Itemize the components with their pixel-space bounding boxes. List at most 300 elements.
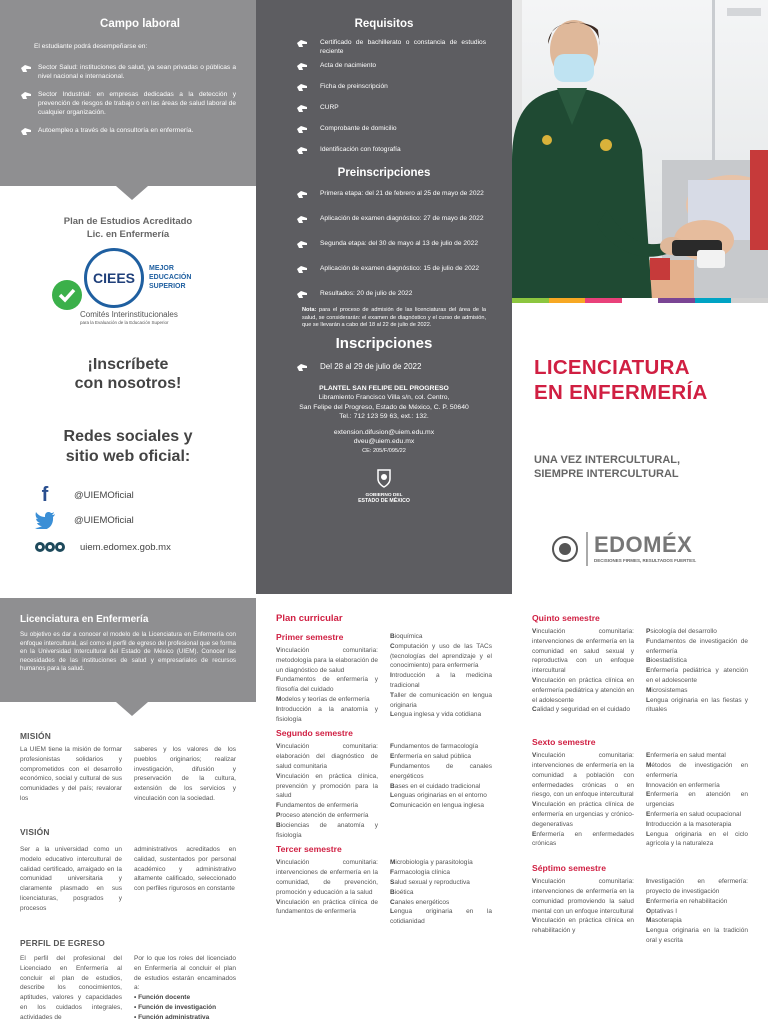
course-initial: P bbox=[646, 628, 651, 635]
course-initial: M bbox=[646, 761, 652, 769]
campo-item: Sector Salud: instituciones de salud, ya sean privadas o públicas a nivel nacional e internacional. bbox=[38, 64, 236, 80]
state-seal-icon bbox=[550, 534, 580, 564]
redes-list bbox=[34, 484, 244, 560]
semester-title: Tercer semestre bbox=[276, 844, 342, 855]
twitter-handle[interactable]: @UIEMOficial bbox=[74, 514, 134, 526]
list-item bbox=[296, 264, 486, 276]
vision-text: Ser a la universidad como un modelo educativo intercultural de calidad certificado, arraigado en la comunidad universitaria y claramente plasmado en sus licenciaturas, posgrados y procesos bbox=[20, 846, 122, 912]
course-item bbox=[646, 907, 748, 917]
pointing-hand-icon bbox=[20, 126, 34, 138]
ciees-text: CIEES bbox=[92, 270, 135, 286]
course-name: undamentos de enfermería y filosofía del cuidado bbox=[276, 676, 378, 694]
semester-column bbox=[276, 742, 378, 840]
course-initial: V bbox=[276, 743, 281, 751]
course-item bbox=[390, 642, 492, 671]
lic-text: Su objetivo es dar a conocer el modelo de la Licenciatura en Enfermería con enfoque intercultural, así como el perfil de egreso del profesional que se forma en la Universidad Intercultural del Estado de México (UIEM). Conocer las necesidades de las instituciones de salud y empresariales de recursos humanos para la salud. bbox=[20, 631, 236, 673]
requisito-item: Identificación con fotografía bbox=[320, 146, 401, 153]
course-initial: V bbox=[276, 898, 281, 906]
course-name: inculación comunitaria: intervenciones de enfermería en la comunidad promoviendo la salud mental con un enfoque intercultural bbox=[532, 878, 634, 915]
check-badge-icon bbox=[52, 280, 82, 310]
semester-column bbox=[276, 858, 378, 927]
course-initial: F bbox=[390, 762, 394, 770]
inscribete-line1: ¡Inscríbete bbox=[87, 356, 169, 373]
course-initial: M bbox=[276, 695, 282, 703]
pointing-hand-icon bbox=[296, 38, 310, 50]
lic-title: Licenciatura en Enfermería bbox=[20, 614, 149, 625]
course-item bbox=[390, 888, 492, 898]
course-item bbox=[646, 761, 748, 781]
course-item bbox=[390, 858, 492, 868]
color-stripe bbox=[512, 298, 768, 303]
course-name: nfermería en salud mental bbox=[650, 752, 726, 760]
course-initial: I bbox=[390, 672, 392, 680]
cover-title-line2: EN ENFERMERÍA bbox=[534, 381, 708, 404]
panel-notch bbox=[116, 186, 148, 200]
course-name: undamentos de canales energéticos bbox=[390, 762, 492, 780]
course-initial: E bbox=[646, 897, 651, 905]
course-item bbox=[390, 691, 492, 711]
list-item bbox=[296, 38, 486, 56]
course-initial: E bbox=[646, 752, 651, 760]
inscripciones-fecha: Del 28 al 29 de julio de 2022 bbox=[320, 361, 422, 371]
course-name: engua inglesa y vida cotidiana bbox=[393, 711, 482, 719]
course-name: étodos de investigación en enfermería bbox=[646, 761, 748, 779]
course-name: nnovación en enfermería bbox=[647, 781, 720, 789]
perfil-section bbox=[20, 938, 236, 1023]
course-name: omputación y uso de las TACs (tecnologías del aprendizaje y el conocimiento) para enfermería bbox=[390, 642, 492, 670]
course-item bbox=[646, 696, 748, 716]
course-item bbox=[276, 858, 378, 897]
course-item bbox=[646, 897, 748, 907]
course-name: asoterapia bbox=[651, 917, 682, 925]
perfil-bullet: • Función administrativa bbox=[134, 1013, 210, 1021]
course-initial: V bbox=[532, 917, 537, 925]
plan-curricular-continued bbox=[532, 613, 748, 1024]
ce-code: CE: 205/F/095/22 bbox=[362, 447, 406, 454]
facebook-handle[interactable]: @UIEMOficial bbox=[74, 489, 134, 501]
course-initial: V bbox=[276, 647, 281, 654]
list-item bbox=[296, 124, 486, 136]
plantel-phone: Tel.: 712 123 59 63, ext.: 132. bbox=[339, 413, 429, 421]
semester-column bbox=[532, 751, 634, 849]
course-item bbox=[390, 801, 492, 811]
cover-slogan bbox=[534, 453, 680, 481]
course-name: inculación comunitaria: intervenciones de enfermería en la comunidad a población con enfermedades crónicas o en riesgo, con un enfoque intercultural bbox=[532, 752, 634, 799]
course-item bbox=[390, 762, 492, 782]
course-item bbox=[276, 646, 378, 675]
campo-laboral-intro: El estudiante podrá desempeñarse en: bbox=[34, 43, 148, 50]
plantel-address-line2: San Felipe del Progreso, Estado de México, C. P. 50640 bbox=[299, 403, 469, 411]
website-row[interactable] bbox=[34, 534, 244, 560]
pointing-hand-icon bbox=[20, 90, 34, 102]
perfil-bullet: • Función de investigación bbox=[134, 1003, 217, 1011]
course-name: odelos y teorías de enfermería bbox=[281, 695, 370, 703]
inscripciones-title: Inscripciones bbox=[335, 334, 433, 352]
list-item bbox=[296, 82, 486, 94]
slogan-line2: SIEMPRE INTERCULTURAL bbox=[534, 468, 679, 480]
course-name: engua originaria en el ciclo agrícola y la naturaleza bbox=[646, 830, 748, 848]
semester-column bbox=[532, 877, 634, 946]
campo-item: Autoempleo a través de la consultoría en enfermería. bbox=[38, 127, 194, 134]
vision-section bbox=[20, 827, 236, 914]
course-name: sicología del desarrollo bbox=[650, 628, 717, 635]
course-initial: L bbox=[646, 830, 650, 838]
preinscripciones-list bbox=[282, 189, 486, 301]
slogan-line1: UNA VEZ INTERCULTURAL, bbox=[534, 454, 681, 466]
course-name: inculación comunitaria: intervenciones de enfermería en la comunidad, de prevención, promoción y educación a la salud bbox=[276, 859, 378, 896]
course-initial: E bbox=[390, 753, 395, 761]
course-initial: B bbox=[646, 657, 651, 665]
course-initial: B bbox=[390, 888, 395, 896]
course-initial: C bbox=[390, 802, 395, 810]
course-item bbox=[646, 637, 748, 657]
pointing-hand-icon bbox=[296, 289, 310, 301]
lic-panel bbox=[0, 598, 256, 702]
course-item bbox=[276, 772, 378, 801]
course-name: nfermería en atención en urgencias bbox=[646, 791, 748, 809]
course-name: ntroducción a la medicina tradicional bbox=[390, 672, 492, 689]
requisito-item: CURP bbox=[320, 104, 339, 111]
course-item bbox=[646, 666, 748, 686]
vision-title: VISIÓN bbox=[20, 827, 50, 837]
course-name: undamentos de investigación de enfermería bbox=[646, 637, 748, 655]
requisitos-list bbox=[282, 38, 486, 157]
course-initial: P bbox=[276, 811, 281, 819]
course-item bbox=[646, 781, 748, 791]
course-item bbox=[532, 676, 634, 705]
course-initial: C bbox=[390, 898, 395, 906]
course-item bbox=[646, 627, 748, 637]
course-item bbox=[532, 800, 634, 829]
course-initial: V bbox=[276, 772, 281, 780]
course-item bbox=[276, 898, 378, 918]
course-initial: V bbox=[532, 752, 537, 760]
course-item bbox=[276, 742, 378, 771]
mision-title: MISIÓN bbox=[20, 731, 51, 741]
perfil-text: El perfil del profesional del Licenciado en Enfermería al concluir el plan de estudios, describe los conocimientos, aptitudes, valores y capacidades en los cuidados integrales, actividades de bbox=[20, 955, 122, 1021]
course-name: inculación en práctica clínica de fundamentos de enfermería bbox=[276, 898, 378, 916]
campo-laboral-title: Campo laboral bbox=[100, 18, 180, 30]
pointing-hand-icon bbox=[296, 362, 310, 374]
course-name: ptativas I bbox=[651, 907, 678, 915]
superior-text: SUPERIOR bbox=[149, 283, 186, 290]
course-name: inculación en práctica clínica en rehabilitación y bbox=[532, 917, 634, 935]
course-item bbox=[532, 627, 634, 676]
preinscripciones-title: Preinscripciones bbox=[337, 167, 431, 179]
list-item bbox=[296, 61, 486, 73]
course-item bbox=[276, 801, 378, 811]
semester-title: Segundo semestre bbox=[276, 728, 353, 739]
email-link[interactable]: extension.difusion@uiem.edu.mx bbox=[333, 428, 435, 436]
course-name: ntroducción a la anatomía y fisiología bbox=[276, 705, 378, 723]
redes-title-line2: sitio web oficial: bbox=[65, 448, 191, 465]
course-name: ioquímica bbox=[394, 633, 423, 640]
course-name: undamentos de farmacología bbox=[393, 743, 479, 751]
course-item bbox=[646, 686, 748, 696]
mejor-text: MEJOR bbox=[149, 265, 174, 272]
course-initial: E bbox=[646, 667, 651, 675]
list-item bbox=[296, 214, 486, 226]
inscripciones-fecha-row bbox=[282, 362, 486, 374]
nota bbox=[282, 307, 486, 330]
requisito-item: Ficha de preinscripción bbox=[320, 83, 388, 90]
course-item bbox=[532, 830, 634, 850]
list-item bbox=[296, 145, 486, 157]
course-initial: B bbox=[276, 821, 281, 829]
course-initial: I bbox=[646, 820, 648, 828]
course-name: iociencias de anatomía y fisiología bbox=[276, 821, 378, 839]
semester-title: Séptimo semestre bbox=[532, 863, 607, 874]
course-item bbox=[390, 752, 492, 762]
course-item bbox=[390, 868, 492, 878]
preinscripcion-item: Segunda etapa: del 30 de mayo al 13 de julio de 2022 bbox=[320, 240, 479, 247]
cover-title bbox=[534, 355, 708, 405]
course-item bbox=[646, 820, 748, 830]
list-item bbox=[296, 103, 486, 115]
course-name: inculación en práctica clínica de enfermería en urgencias y crónico-degenerativas bbox=[532, 801, 634, 828]
edomex-wordmark: EDOMÉX bbox=[594, 532, 693, 557]
twitter-row[interactable] bbox=[34, 506, 244, 534]
semester-column bbox=[390, 742, 492, 840]
email-link[interactable]: dveu@uiem.edu.mx bbox=[353, 438, 415, 446]
pointing-hand-icon bbox=[296, 103, 310, 115]
course-initial: C bbox=[532, 706, 537, 714]
course-name: nfermería en enfermedades crónicas bbox=[532, 830, 634, 848]
course-item bbox=[646, 810, 748, 820]
list-item bbox=[20, 90, 236, 117]
nota-label: Nota: bbox=[302, 307, 317, 313]
course-item bbox=[390, 791, 492, 801]
plan-curricular bbox=[276, 613, 492, 1024]
course-initial: M bbox=[390, 859, 396, 867]
course-item bbox=[646, 830, 748, 850]
course-item bbox=[276, 811, 378, 821]
course-initial: F bbox=[276, 802, 280, 810]
course-item bbox=[276, 695, 378, 705]
course-initial: T bbox=[390, 691, 394, 699]
plan-acreditado-line1: Plan de Estudios Acreditado bbox=[63, 216, 193, 227]
course-item bbox=[532, 705, 634, 715]
website-link[interactable]: uiem.edomex.gob.mx bbox=[80, 541, 171, 553]
preinscripcion-item: Primera etapa: del 21 de febrero al 25 de mayo de 2022 bbox=[320, 190, 484, 197]
course-name: anales energéticos bbox=[394, 898, 450, 906]
comites-subtext: para la Evaluación de la Educación Superior bbox=[80, 320, 169, 325]
course-name: inculación comunitaria: intervenciones de enfermería en la comunidad en salud sexual y reproductiva con un enfoque intercultural bbox=[532, 628, 634, 675]
course-item bbox=[390, 907, 492, 927]
perfil-title: PERFIL DE EGRESO bbox=[20, 938, 105, 948]
cover-title-line1: LICENCIATURA bbox=[534, 356, 690, 379]
semester-column bbox=[646, 877, 748, 946]
course-name: ioestadística bbox=[650, 657, 687, 665]
gobierno-text-line2: ESTADO DE MÉXICO bbox=[358, 498, 410, 505]
course-name: nfermería en salud pública bbox=[394, 753, 471, 761]
mejor-educacion bbox=[149, 264, 191, 291]
course-name: ases en el cuidado tradicional bbox=[394, 782, 481, 790]
plantel-info bbox=[282, 384, 486, 457]
course-item bbox=[276, 821, 378, 841]
course-name: nfermería en rehabilitación bbox=[650, 897, 728, 905]
course-name: alidad y seguridad en el cuidado bbox=[536, 706, 630, 714]
course-initial: L bbox=[390, 711, 394, 719]
ciees-circle bbox=[84, 248, 144, 308]
course-name: nvestigación en efermería: proyecto de investigación bbox=[646, 878, 748, 895]
panel-notch bbox=[116, 702, 148, 716]
list-item bbox=[296, 239, 486, 251]
course-name: ioética bbox=[394, 888, 414, 896]
course-initial: V bbox=[532, 628, 537, 635]
requisito-item: Comprobante de domicilio bbox=[320, 125, 397, 132]
course-item bbox=[390, 632, 492, 642]
semester-column bbox=[646, 627, 748, 715]
requisitos-title: Requisitos bbox=[354, 18, 414, 30]
semester-column bbox=[390, 858, 492, 927]
ciees-logo bbox=[52, 244, 212, 330]
semester-column bbox=[532, 627, 634, 715]
course-name: ntroducción a la masoterapia bbox=[647, 820, 732, 828]
preinscripcion-item: Aplicación de examen diagnóstico: 27 de mayo de 2022 bbox=[320, 215, 484, 222]
plan-acreditado bbox=[0, 216, 256, 240]
mision-text: saberes y los valores de los pueblos originarios; realizar investigación, difusión y preservación de la cultura, extensión de los servicios y vinculación con la sociedad. bbox=[134, 746, 236, 802]
course-initial: C bbox=[390, 642, 395, 650]
pointing-hand-icon bbox=[296, 189, 310, 201]
facebook-icon: f bbox=[41, 484, 49, 506]
course-name: inculación en práctica clínica, prevención y promoción para la salud bbox=[276, 772, 378, 800]
semester-column bbox=[276, 646, 378, 724]
requisito-item: Acta de nacimiento bbox=[320, 62, 377, 69]
course-initial: I bbox=[646, 781, 648, 789]
preinscripcion-item: Aplicación de examen diagnóstico: 15 de julio de 2022 bbox=[320, 265, 480, 272]
edomex-tagline: DECISIONES FIRMES, RESULTADOS FUERTES. bbox=[594, 558, 697, 563]
course-name: inculación comunitaria: elaboración del diagnóstico de salud comunitaria bbox=[276, 743, 378, 770]
facebook-row[interactable] bbox=[34, 484, 244, 506]
course-item bbox=[646, 790, 748, 810]
course-name: aller de comunicación en lengua originaria bbox=[390, 691, 492, 709]
course-initial: F bbox=[390, 743, 394, 751]
gobierno-text-line1: GOBIERNO DEL bbox=[365, 493, 403, 499]
pointing-hand-icon bbox=[296, 82, 310, 94]
course-item bbox=[390, 782, 492, 792]
course-initial: I bbox=[276, 705, 278, 713]
course-name: icrosistemas bbox=[651, 686, 688, 694]
campo-laboral-list bbox=[20, 63, 236, 138]
plantel-name: PLANTEL SAN FELIPE DEL PROGRESO bbox=[319, 384, 449, 392]
course-initial: B bbox=[390, 633, 395, 640]
course-initial: M bbox=[646, 917, 652, 925]
perfil-text: Por lo que los roles del licenciado en Enfermería al concluir el plan de estudios estarán encaminados a: bbox=[134, 955, 236, 992]
course-initial: B bbox=[390, 782, 395, 790]
campo-item: Sector Industrial: en empresas dedicadas a la detección y prevención de riesgos de trabajo o en las áreas de salud laboral de cualquier organización. bbox=[38, 91, 236, 116]
mision-section bbox=[20, 731, 236, 804]
course-item bbox=[390, 742, 492, 752]
pointing-hand-icon bbox=[20, 63, 34, 75]
course-item bbox=[390, 898, 492, 908]
perfil-bullet: • Función docente bbox=[134, 994, 191, 1002]
pointing-hand-icon bbox=[296, 239, 310, 251]
course-name: armacología clínica bbox=[393, 869, 450, 877]
course-name: undamentos de enfermería bbox=[279, 802, 359, 810]
course-item bbox=[276, 705, 378, 725]
plan-title: Plan curricular bbox=[276, 613, 343, 624]
course-name: engua originaria en las fiestas y rituales bbox=[646, 696, 748, 714]
plantel-address-line1: Libramiento Francisco Villa s/n, col. Centro, bbox=[318, 394, 450, 402]
course-initial: E bbox=[646, 791, 651, 799]
course-item bbox=[646, 916, 748, 926]
list-item bbox=[296, 289, 486, 301]
coat-of-arms-icon bbox=[375, 468, 393, 488]
course-initial: V bbox=[532, 801, 537, 809]
course-initial: O bbox=[646, 907, 652, 915]
semester-title: Quinto semestre bbox=[532, 613, 600, 623]
course-initial: F bbox=[390, 869, 394, 877]
course-name: nfermería pediátrica y atención en el adolescente bbox=[646, 667, 748, 684]
course-initial: F bbox=[276, 676, 280, 684]
gobierno-logo bbox=[282, 468, 486, 504]
course-initial: E bbox=[532, 830, 537, 838]
course-initial: M bbox=[646, 686, 652, 694]
course-name: alud sexual y reproductiva bbox=[394, 878, 470, 886]
pointing-hand-icon bbox=[296, 264, 310, 276]
course-item bbox=[532, 916, 634, 936]
course-item bbox=[390, 878, 492, 888]
course-name: engua originaria en la cotidianidad bbox=[390, 908, 492, 926]
pointing-hand-icon bbox=[296, 214, 310, 226]
course-name: engua originaria en la tradición oral y escrita bbox=[646, 927, 748, 944]
course-item bbox=[646, 656, 748, 666]
inscribete-line2: con nosotros! bbox=[74, 375, 182, 392]
course-item bbox=[646, 877, 748, 897]
twitter-icon bbox=[34, 511, 56, 529]
redes-heading bbox=[0, 427, 256, 467]
preinscripcion-item: Resultados: 20 de julio de 2022 bbox=[320, 290, 413, 297]
semester-column bbox=[390, 632, 492, 724]
course-initial: F bbox=[646, 637, 650, 645]
plan-acreditado-line2: Lic. en Enfermería bbox=[86, 229, 170, 240]
course-item bbox=[390, 710, 492, 720]
educacion-text: EDUCACIÓN bbox=[149, 274, 192, 281]
pointing-hand-icon bbox=[296, 61, 310, 73]
course-item bbox=[390, 671, 492, 691]
vision-text: administrativos acreditados en calidad, sustentados por personal académico y administrativo altamente calificado, seleccionado con perfiles rigurosos en constante bbox=[134, 846, 236, 893]
course-name: nfermería en salud ocupacional bbox=[650, 810, 742, 818]
course-initial: S bbox=[390, 878, 395, 886]
list-item bbox=[296, 189, 486, 201]
course-item bbox=[532, 751, 634, 800]
course-name: omunicación en lengua inglesa bbox=[394, 802, 484, 810]
edomex-logo bbox=[550, 530, 750, 570]
course-initial: L bbox=[390, 792, 394, 800]
uiem-logo-icon bbox=[34, 538, 66, 556]
comites-text: Comités Interinstitucionales bbox=[80, 310, 178, 319]
nota-text: para el proceso de admisión de las licenciaturas del área de la salud, se considerarán: el examen de diagnóstico y el curso de admisión, que se llevarán a cabo del 18 al 22 de julio de 2022. bbox=[302, 307, 486, 329]
requisitos-panel bbox=[256, 0, 512, 594]
semester-column bbox=[646, 751, 748, 849]
course-name: icrobiología y parasitología bbox=[395, 859, 473, 867]
semester-title: Sexto semestre bbox=[532, 737, 596, 748]
course-initial: L bbox=[646, 927, 650, 935]
semester-title: Primer semestre bbox=[276, 632, 344, 642]
course-item bbox=[646, 926, 748, 946]
course-name: enguas originarias en el entorno bbox=[393, 792, 487, 800]
course-initial: I bbox=[646, 878, 648, 886]
inscribete-heading bbox=[0, 355, 256, 393]
course-initial: V bbox=[532, 878, 537, 886]
course-initial: E bbox=[646, 810, 651, 818]
list-item bbox=[20, 63, 236, 81]
course-name: inculación en práctica clínica en enfermería pediátrica y atención en el adolescente bbox=[532, 676, 634, 704]
course-initial: V bbox=[532, 676, 537, 684]
redes-title-line1: Redes sociales y bbox=[63, 428, 193, 445]
list-item bbox=[20, 126, 236, 138]
